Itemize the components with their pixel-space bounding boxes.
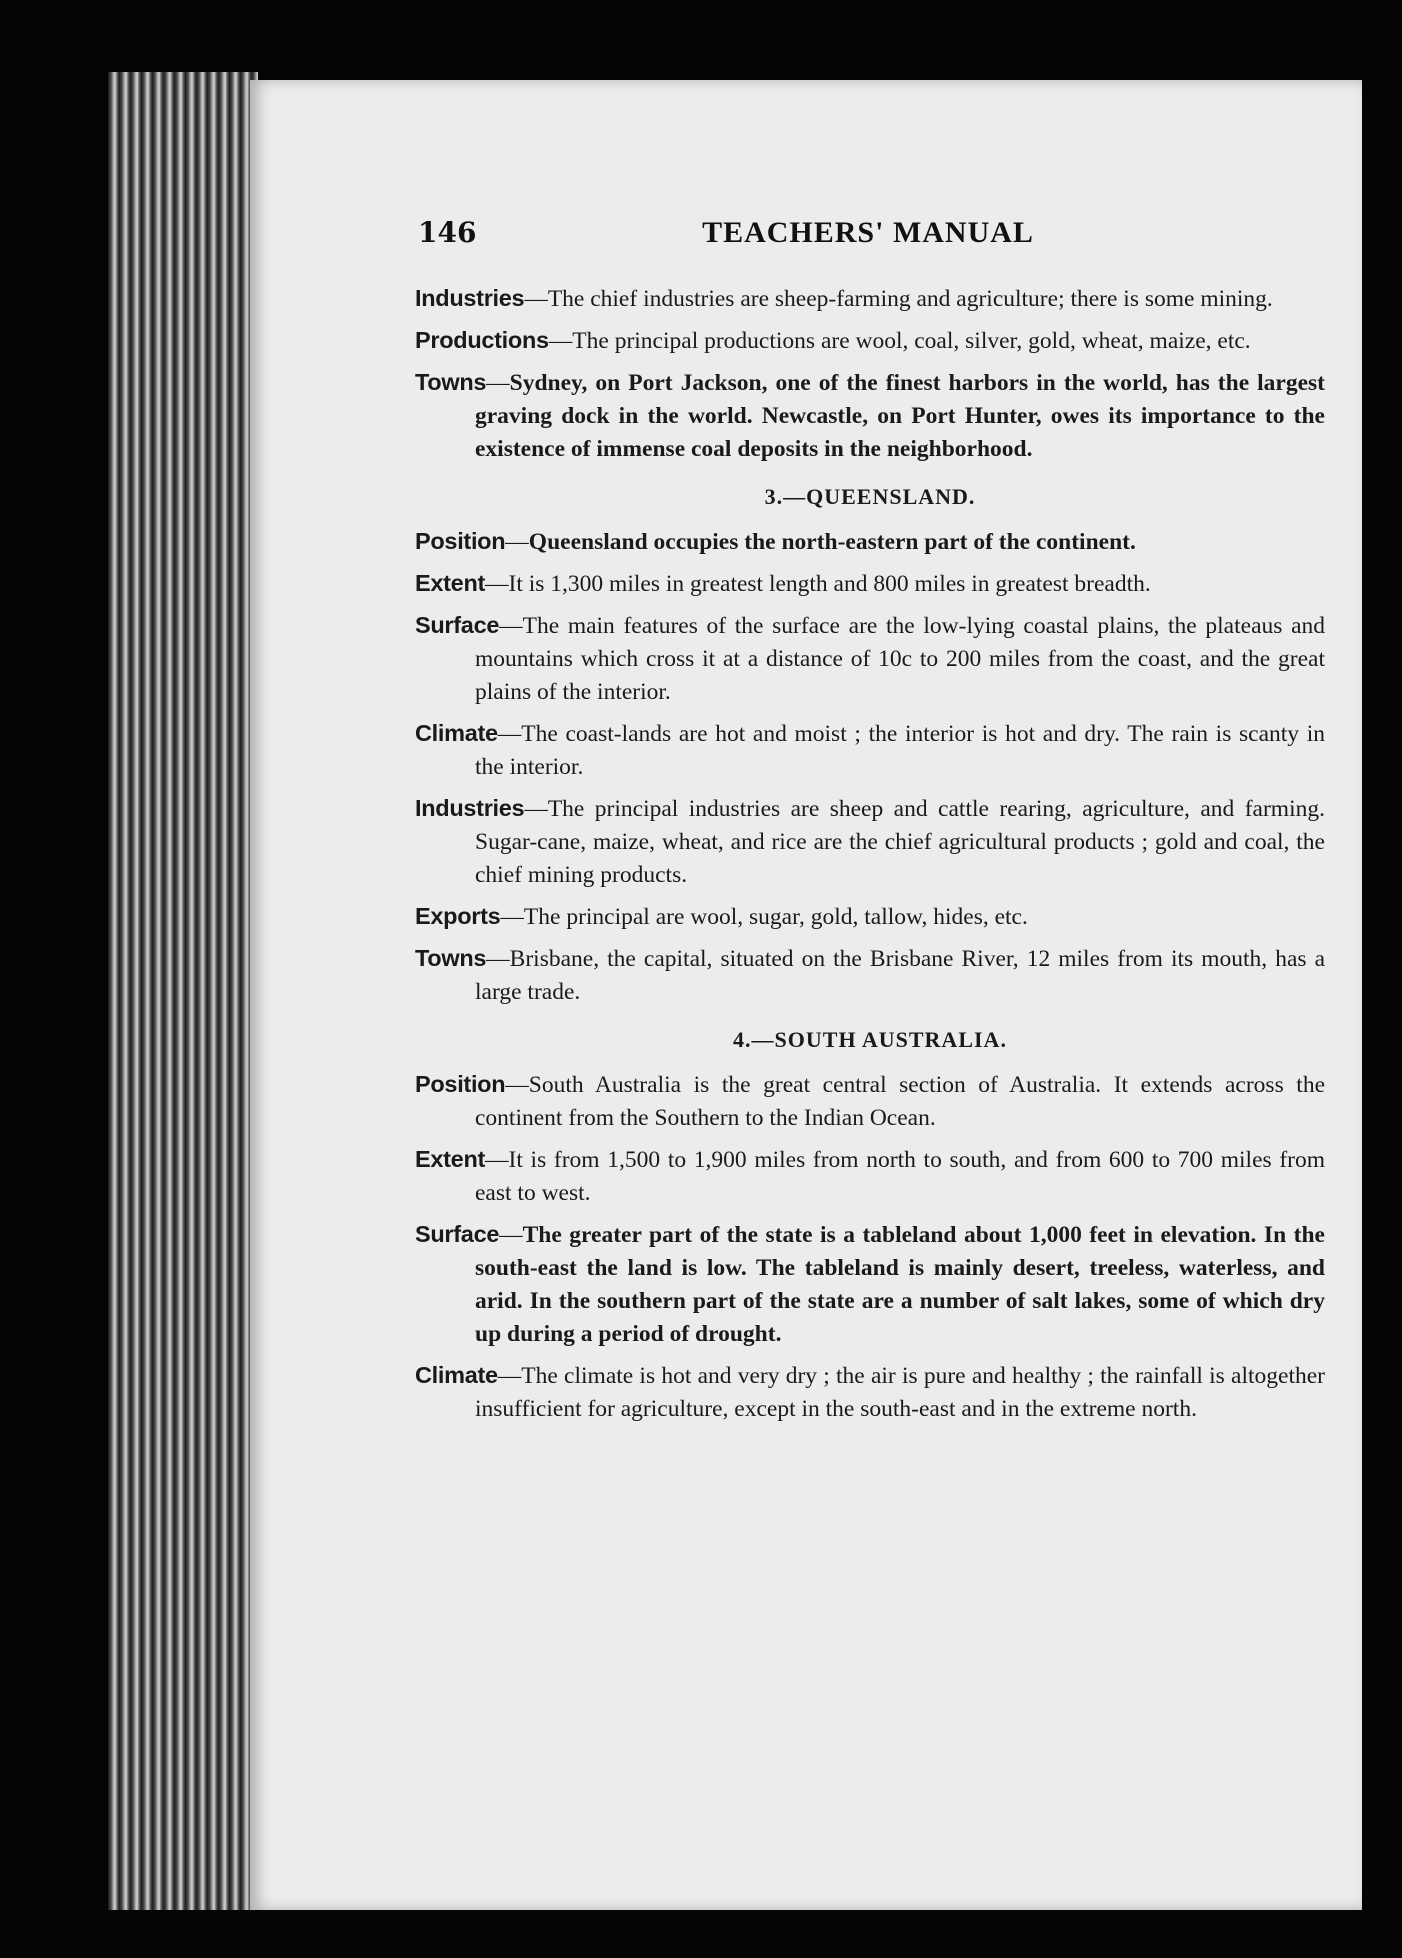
page-header bbox=[418, 216, 1318, 256]
entry-climate-sa: Climate—The climate is hot and very dry ; the air is pure and healthy ; the rainfall is altogether insufficient for agriculture, except in the south-east and in the extreme north. bbox=[415, 1362, 1325, 1422]
entry-surface-sa: Surface—The greater part of the state is a tableland about 1,000 feet in elevation. In the south-east the land is low. The tableland is mainly desert, treeless, waterless, and arid. In the southern part of the state are a number of salt lakes, some of which dry up during a period of drought. bbox=[415, 1221, 1325, 1347]
entry-label: Extent bbox=[415, 1146, 486, 1172]
section-heading-south-australia: 4.—SOUTH AUSTRALIA. bbox=[733, 1027, 1007, 1052]
entry-text: Brisbane, the capital, situated on the Brisbane River, 12 miles from its mouth, has a large trade. bbox=[475, 946, 1325, 1005]
entry-text: It is from 1,500 to 1,900 miles from north to south, and from 600 to 700 miles from east to west. bbox=[475, 1147, 1325, 1206]
entry-label: Surface bbox=[415, 1221, 500, 1247]
running-title: TEACHERS' MANUAL bbox=[702, 216, 1034, 249]
entry-label: Surface bbox=[415, 612, 500, 638]
entry-text: The chief industries are sheep-farming and agriculture; there is some mining. bbox=[547, 286, 1273, 312]
page-content bbox=[415, 282, 1325, 1434]
entry-climate-qld: Climate—The coast-lands are hot and moist ; the interior is hot and dry. The rain is scanty in the interior. bbox=[415, 720, 1325, 780]
page-number: 146 bbox=[418, 216, 477, 249]
entry-productions-nsw: Productions—The principal productions are wool, coal, silver, gold, wheat, maize, etc. bbox=[415, 327, 1251, 354]
entry-industries-qld: Industries—The principal industries are sheep and cattle rearing, agriculture, and farming. Sugar-cane, maize, wheat, and rice are the chief agricultural products ; gold and coal, the chief mining products. bbox=[415, 795, 1325, 888]
entry-position-sa: Position—South Australia is the great central section of Australia. It extends across the continent from the Southern to the Indian Ocean. bbox=[415, 1071, 1325, 1131]
entry-label: Industries bbox=[415, 795, 525, 821]
entry-label: Climate bbox=[415, 1362, 498, 1388]
entry-extent-sa: Extent—It is from 1,500 to 1,900 miles from north to south, and from 600 to 700 miles from east to west. bbox=[415, 1146, 1325, 1206]
entry-position-qld: Position—Queensland occupies the north-eastern part of the continent. bbox=[415, 528, 1136, 555]
section-heading-queensland: 3.—QUEENSLAND. bbox=[764, 484, 976, 509]
book-page-edges bbox=[108, 72, 258, 1910]
entry-text: It is 1,300 miles in greatest length and 800 miles in greatest breadth. bbox=[508, 571, 1151, 597]
entry-surface-qld: Surface—The main features of the surface are the low-lying coastal plains, the plateaus and mountains which cross it at a distance of 10c to 200 miles from the coast, and the great plains of the interior. bbox=[415, 612, 1325, 705]
entry-extent-qld: Extent—It is 1,300 miles in greatest length and 800 miles in greatest breadth. bbox=[415, 570, 1151, 597]
entry-label: Towns bbox=[415, 945, 487, 971]
entry-text: The principal are wool, sugar, gold, tallow, hides, etc. bbox=[523, 904, 1028, 930]
entry-industries-nsw: Industries—The chief industries are sheep-farming and agriculture; there is some mining. bbox=[415, 285, 1273, 312]
entry-label: Position bbox=[415, 1071, 506, 1097]
entry-text: South Australia is the great central section of Australia. It extends across the continent from the Southern to the Indian Ocean. bbox=[475, 1072, 1325, 1131]
entry-text: The principal industries are sheep and cattle rearing, agriculture, and farming. Sugar-cane, maize, wheat, and rice are the chief agricultural products ; gold and coal, the chief mining products. bbox=[475, 796, 1325, 888]
entry-exports-qld: Exports—The principal are wool, sugar, gold, tallow, hides, etc. bbox=[415, 903, 1028, 930]
entry-text: The main features of the surface are the low-lying coastal plains, the plateaus and mountains which cross it at a distance of 10c to 200 miles from the coast, and the great plains of the interior. bbox=[475, 613, 1325, 705]
entry-towns-nsw: Towns—Sydney, on Port Jackson, one of the finest harbors in the world, has the largest graving dock in the world. Newcastle, on Port Hunter, owes its importance to the existence of immense coal deposits in the neighborhood. bbox=[415, 369, 1325, 462]
entry-towns-qld: Towns—Brisbane, the capital, situated on the Brisbane River, 12 miles from its mouth, has a large trade. bbox=[415, 945, 1325, 1005]
entry-label: Exports bbox=[415, 903, 501, 929]
entry-text: The principal productions are wool, coal, silver, gold, wheat, maize, etc. bbox=[572, 328, 1251, 354]
entry-text: Queensland occupies the north-eastern part of the continent. bbox=[528, 529, 1136, 555]
entry-label: Position bbox=[415, 528, 506, 554]
entry-text: The greater part of the state is a tableland about 1,000 feet in elevation. In the south-east the land is low. The tableland is mainly desert, treeless, waterless, and arid. In the southern part of the state are a number of salt lakes, some of which dry up during a period of drought. bbox=[475, 1222, 1325, 1347]
entry-label: Climate bbox=[415, 720, 498, 746]
entry-text: The climate is hot and very dry ; the air is pure and healthy ; the rainfall is altogether insufficient for agriculture, except in the south-east and in the extreme north. bbox=[475, 1363, 1325, 1422]
entry-text: The coast-lands are hot and moist ; the interior is hot and dry. The rain is scanty in the interior. bbox=[475, 721, 1325, 780]
entry-label: Towns bbox=[415, 369, 487, 395]
entry-label: Productions bbox=[415, 327, 549, 353]
entry-label: Industries bbox=[415, 285, 525, 311]
entry-text: Sydney, on Port Jackson, one of the finest harbors in the world, has the largest graving dock in the world. Newcastle, on Port Hunter, owes its importance to the existence of immense coal deposits in the neighborhood. bbox=[475, 370, 1325, 462]
entry-label: Extent bbox=[415, 570, 486, 596]
